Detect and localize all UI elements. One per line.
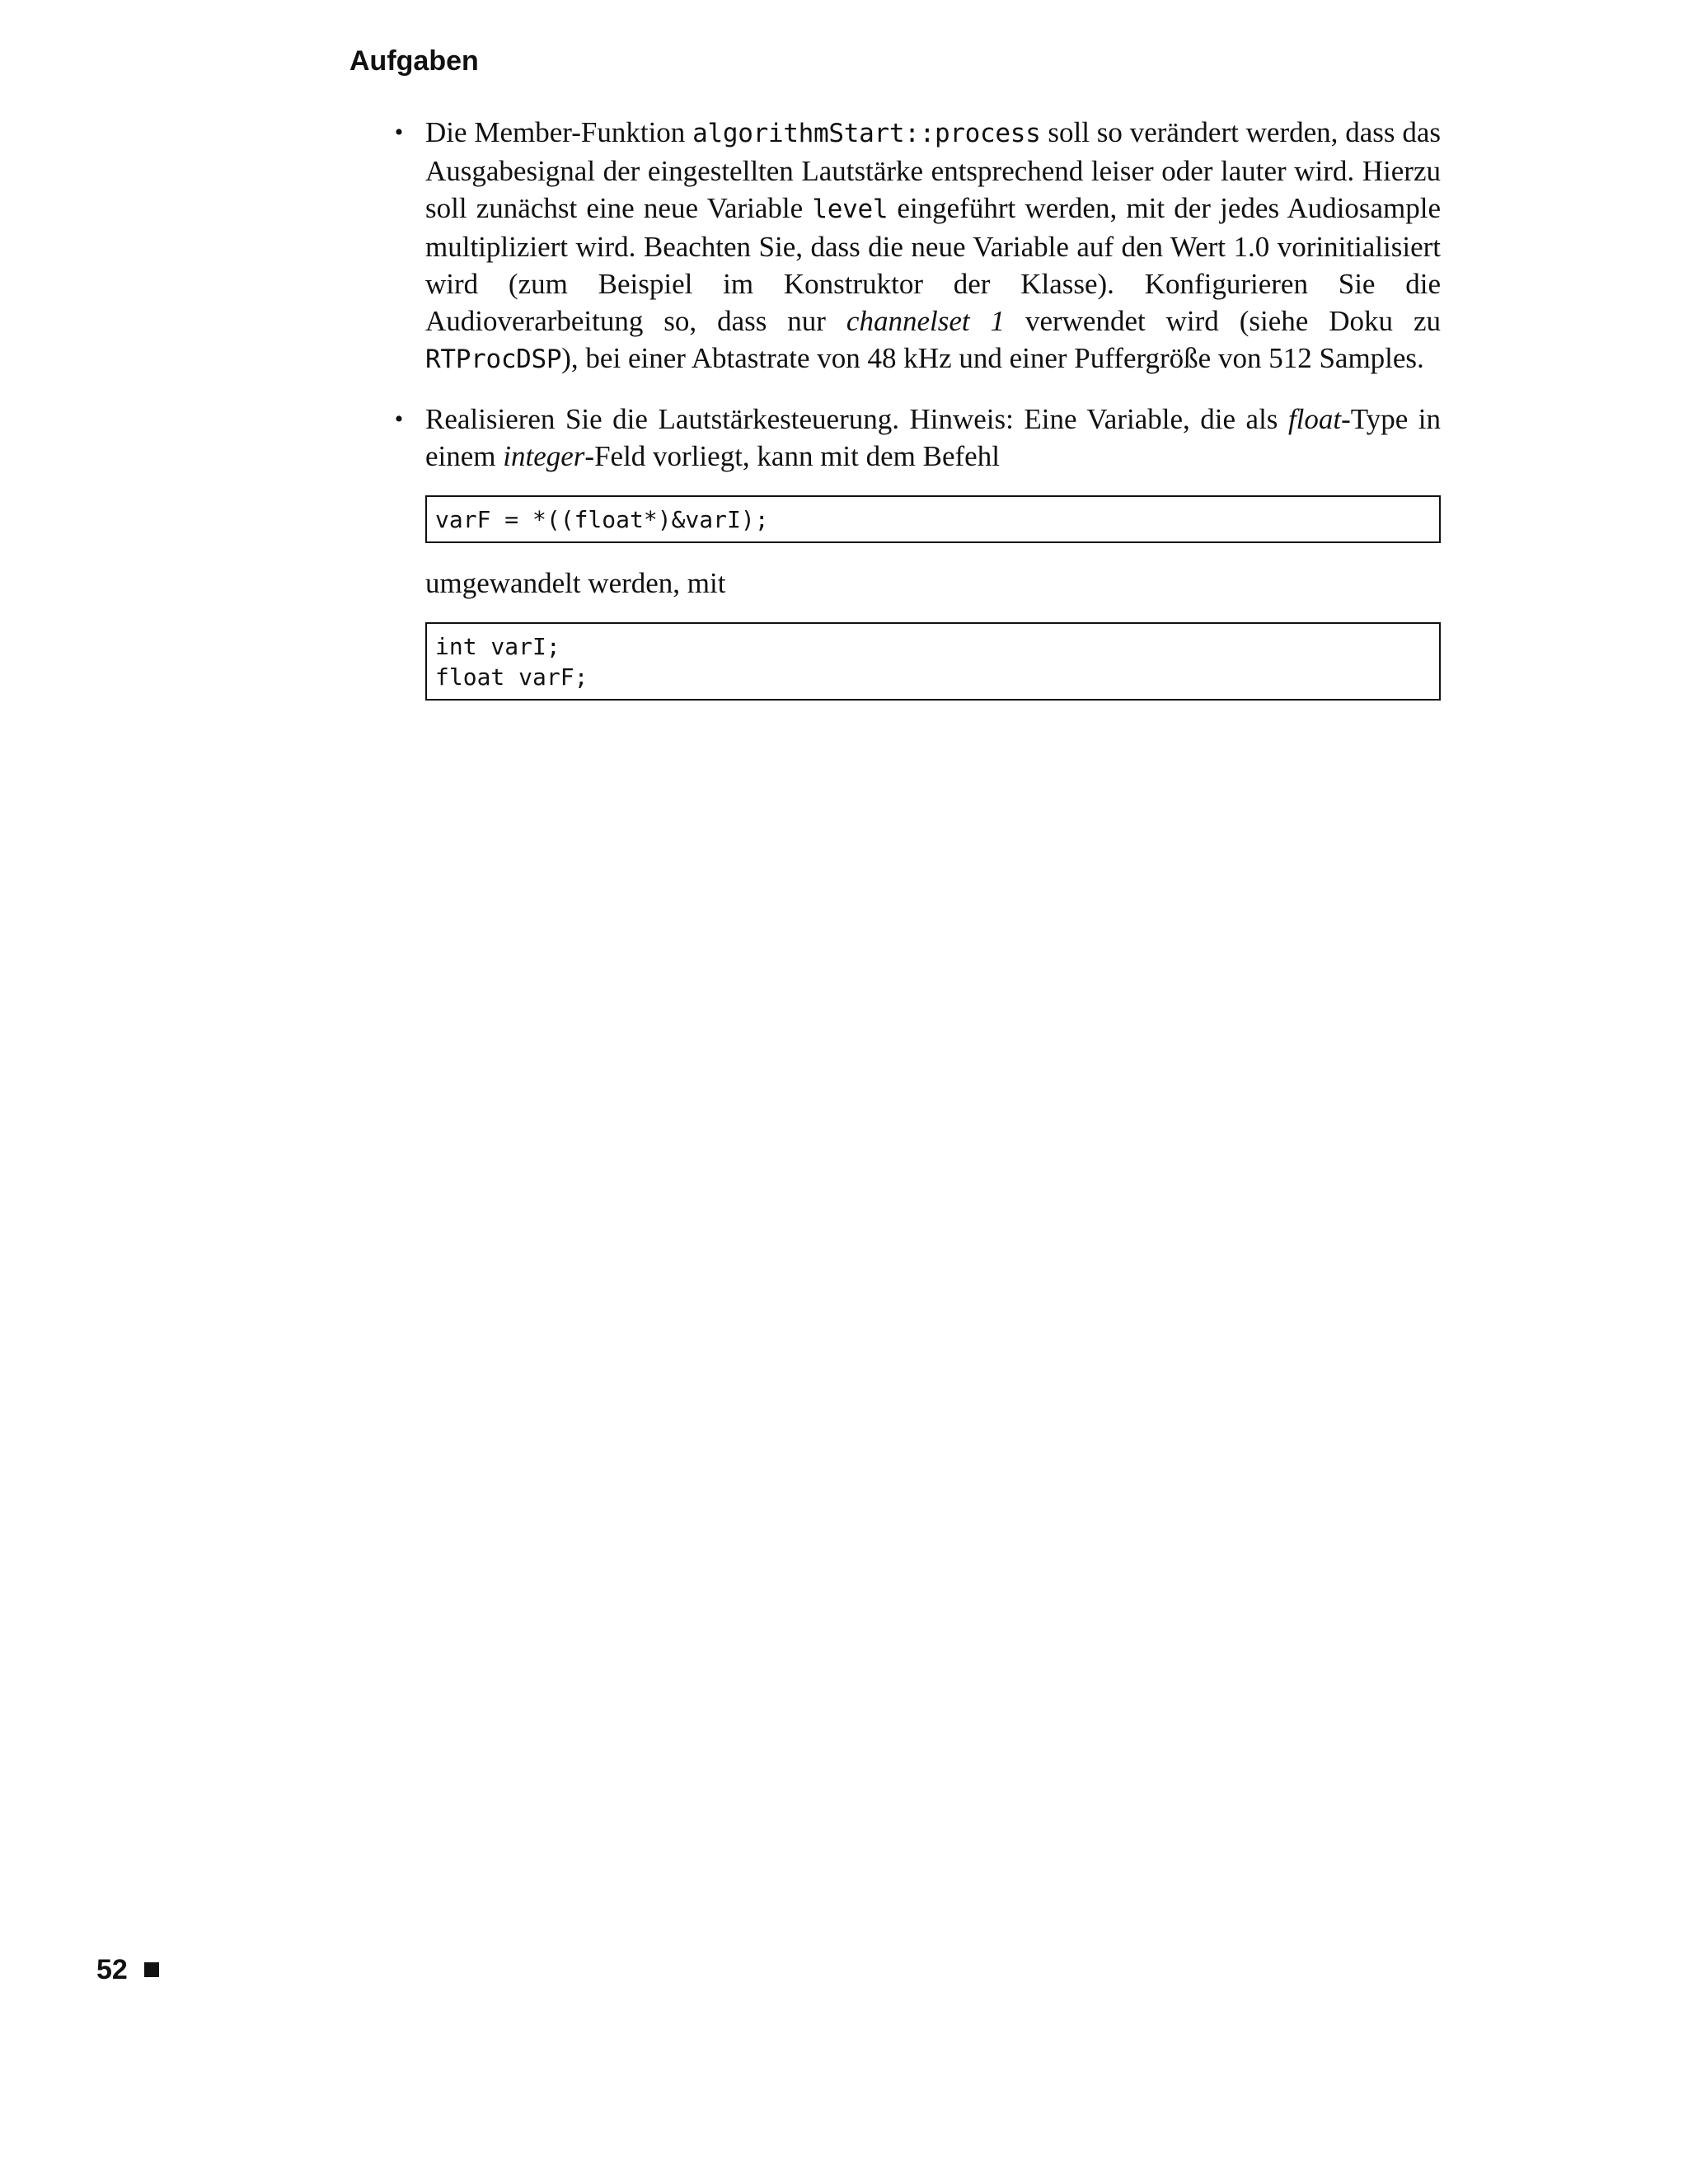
emphasis-text: channelset 1 [846, 305, 1006, 337]
task-item-2 [391, 401, 1441, 701]
code-explanation-text: umgewandelt werden, mit [425, 567, 726, 599]
emphasis-text: float [1287, 403, 1342, 435]
page-number: 52 [96, 1954, 128, 1985]
code-block-cast: varF = *((float*)&varI); [425, 495, 1441, 543]
bullet-icon: • [394, 119, 404, 146]
text-segment: -Type in einem [425, 403, 1441, 472]
task-list [391, 114, 1441, 701]
inline-code: RTProcDSP [425, 344, 562, 374]
text-segment: Die Member-Funktion [425, 116, 693, 148]
square-icon [144, 1962, 159, 1977]
text-segment: eingeführt werden, mit der jedes Audiosample multipliziert wird. Beachten Sie, dass die neue Variable auf den Wert 1.0 vorinitialisiert wird (zum Beispiel im Konstruktor der Klasse). Konfigurieren Sie die Audioverarbeitung so, dass nur [425, 192, 1441, 337]
emphasis-text: integer [503, 440, 585, 472]
task-2-paragraph [425, 401, 1441, 475]
inline-code: level [812, 194, 889, 224]
text-segment: ), bei einer Abtastrate von 48 kHz und einer Puffergröße von 512 Samples. [561, 342, 1424, 374]
text-segment: Realisieren Sie die Lautstärkesteuerung. Hinweis: Eine Variable, die als [425, 403, 1288, 435]
section-header: Aufgaben [349, 45, 479, 77]
inline-code: algorithmStart::process [692, 119, 1041, 148]
text-segment: -Feld vorliegt, kann mit dem Befehl [584, 440, 1000, 472]
text-segment: soll so verändert werden, dass das Ausgabesignal der eingestellten Lautstärke entsprechend leiser oder lauter wird. Hierzu soll zunächst eine neue Variable [425, 116, 1441, 224]
text-segment: verwendet wird (siehe Doku zu [1005, 305, 1441, 337]
task-1-paragraph [425, 114, 1441, 378]
code-block-declarations: int varI; float varF; [425, 622, 1441, 701]
page-footer [96, 1952, 159, 1988]
bullet-icon: • [394, 405, 404, 433]
task-item-1 [391, 114, 1441, 378]
